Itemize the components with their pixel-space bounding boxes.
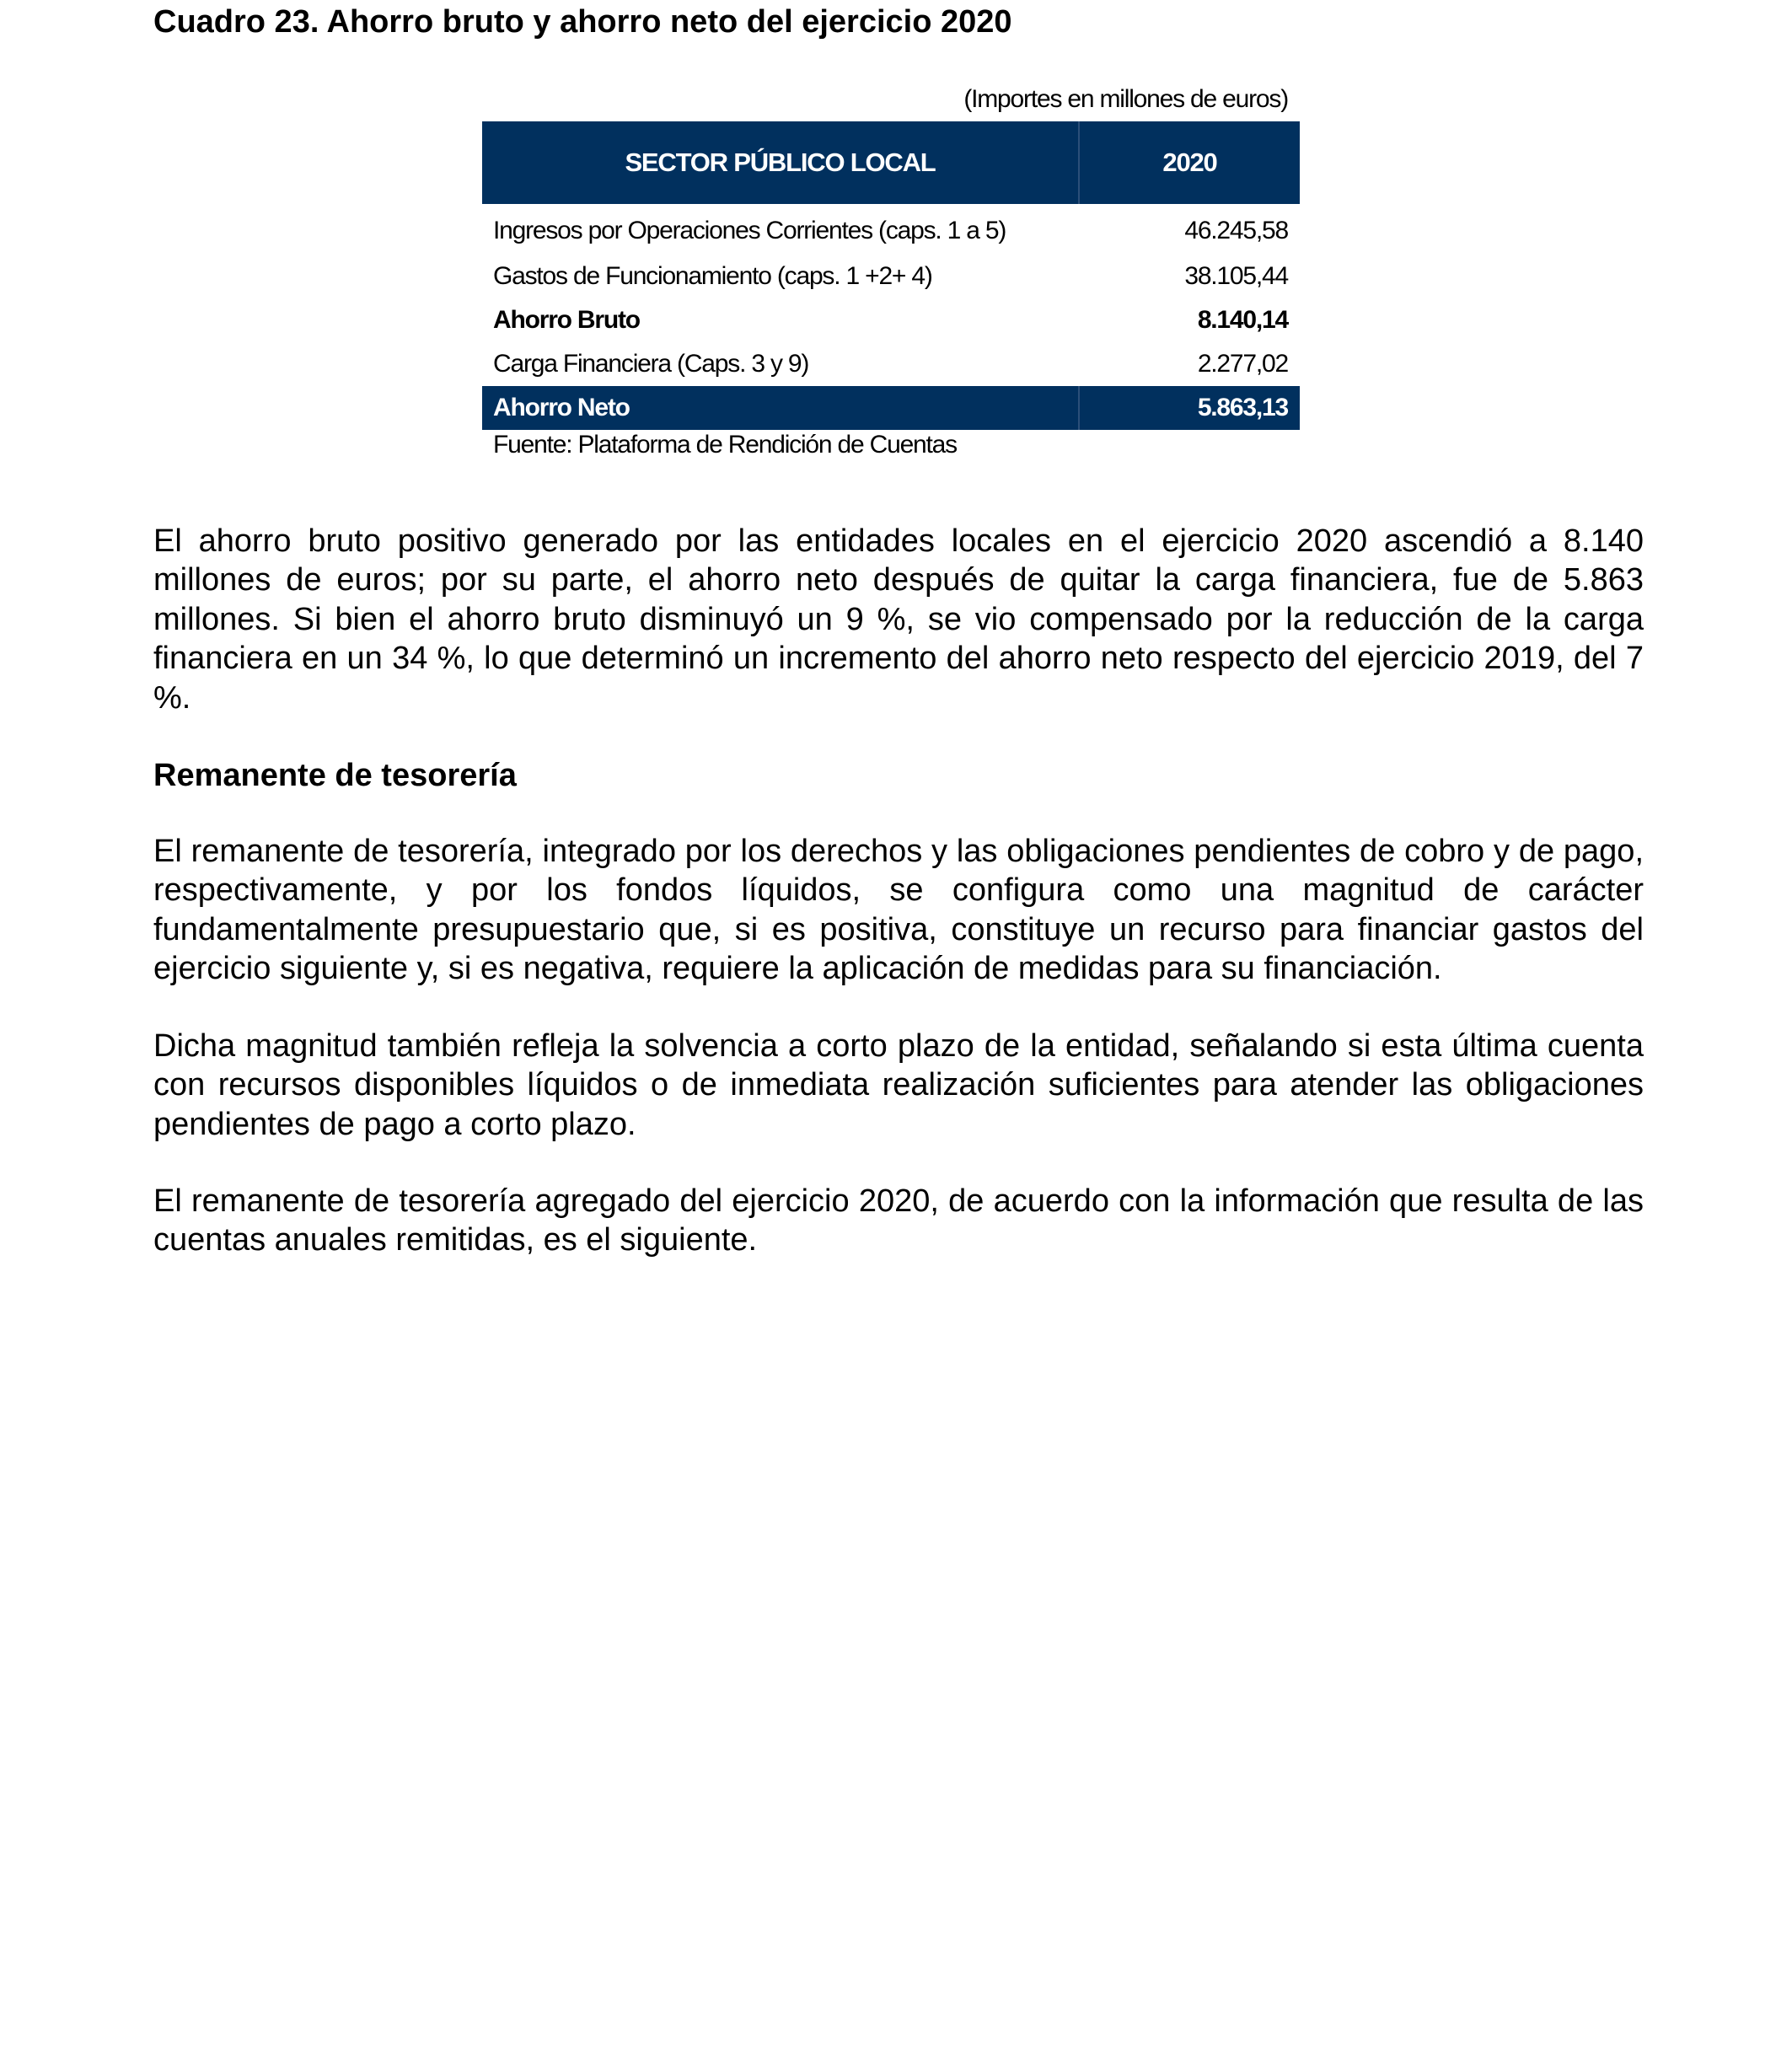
- table-header: [482, 121, 1300, 204]
- units-note: (Importes en millones de euros): [963, 85, 1288, 113]
- table-row: [482, 342, 1300, 386]
- row-label: Carga Financiera (Caps. 3 y 9): [493, 350, 809, 378]
- paragraph: El ahorro bruto positivo generado por las entidades locales en el ejercicio 2020 ascendió a 8.140 millones de euros; por su parte, el ahorro neto después de quitar la carga financiera, fue de 5.863 millones. Si bien el ahorro bruto disminuyó un 9 %, se vio compensado por la reducción de la carga financiera en un 34 %, lo que determinó un incremento del ahorro neto respecto del ejercicio 2019, del 7 %.: [153, 523, 1644, 716]
- table-source-note: Fuente: Plataforma de Rendición de Cuentas: [493, 431, 957, 459]
- row-label: Gastos de Funcionamiento (caps. 1 +2+ 4): [493, 262, 932, 290]
- table-row: [482, 204, 1300, 255]
- savings-table: [482, 121, 1300, 430]
- row-label: Ingresos por Operaciones Corrientes (caps. 1 a 5): [493, 217, 1006, 244]
- table-row-total: [482, 386, 1300, 430]
- table-row: [482, 255, 1300, 298]
- header-sector: SECTOR PÚBLICO LOCAL: [482, 121, 1079, 204]
- table-body: [482, 204, 1300, 430]
- section-heading: Remanente de tesorería: [153, 758, 517, 793]
- row-label: Ahorro Neto: [482, 386, 1079, 430]
- row-value: 8.140,14: [1197, 306, 1288, 334]
- paragraph: Dicha magnitud también refleja la solvencia a corto plazo de la entidad, señalando si esta última cuenta con recursos disponibles líquidos o de inmediata realización suficientes para atender las obligaciones pendientes de pago a corto plazo.: [153, 1028, 1644, 1142]
- row-label: Ahorro Bruto: [493, 306, 640, 334]
- page-title: Cuadro 23. Ahorro bruto y ahorro neto del ejercicio 2020: [153, 4, 1012, 40]
- row-value: 2.277,02: [1197, 350, 1288, 378]
- paragraph: El remanente de tesorería agregado del ejercicio 2020, de acuerdo con la información que resulta de las cuentas anuales remitidas, es el siguiente.: [153, 1183, 1644, 1258]
- paragraph: El remanente de tesorería, integrado por los derechos y las obligaciones pendientes de cobro y de pago, respectivamente, y por los fondos líquidos, se configura como una magnitud de carácter fundamentalmente presupuestario que, si es positiva, constituye un recurso para financiar gastos del ejercicio siguiente y, si es negativa, requiere la aplicación de medidas para su financiación.: [153, 834, 1644, 987]
- row-value: 5.863,13: [1079, 386, 1300, 430]
- row-value: 38.105,44: [1184, 262, 1288, 290]
- table-row: [482, 298, 1300, 342]
- table-header-row: [482, 121, 1300, 204]
- row-value: 46.245,58: [1184, 217, 1288, 244]
- header-year: 2020: [1079, 121, 1300, 204]
